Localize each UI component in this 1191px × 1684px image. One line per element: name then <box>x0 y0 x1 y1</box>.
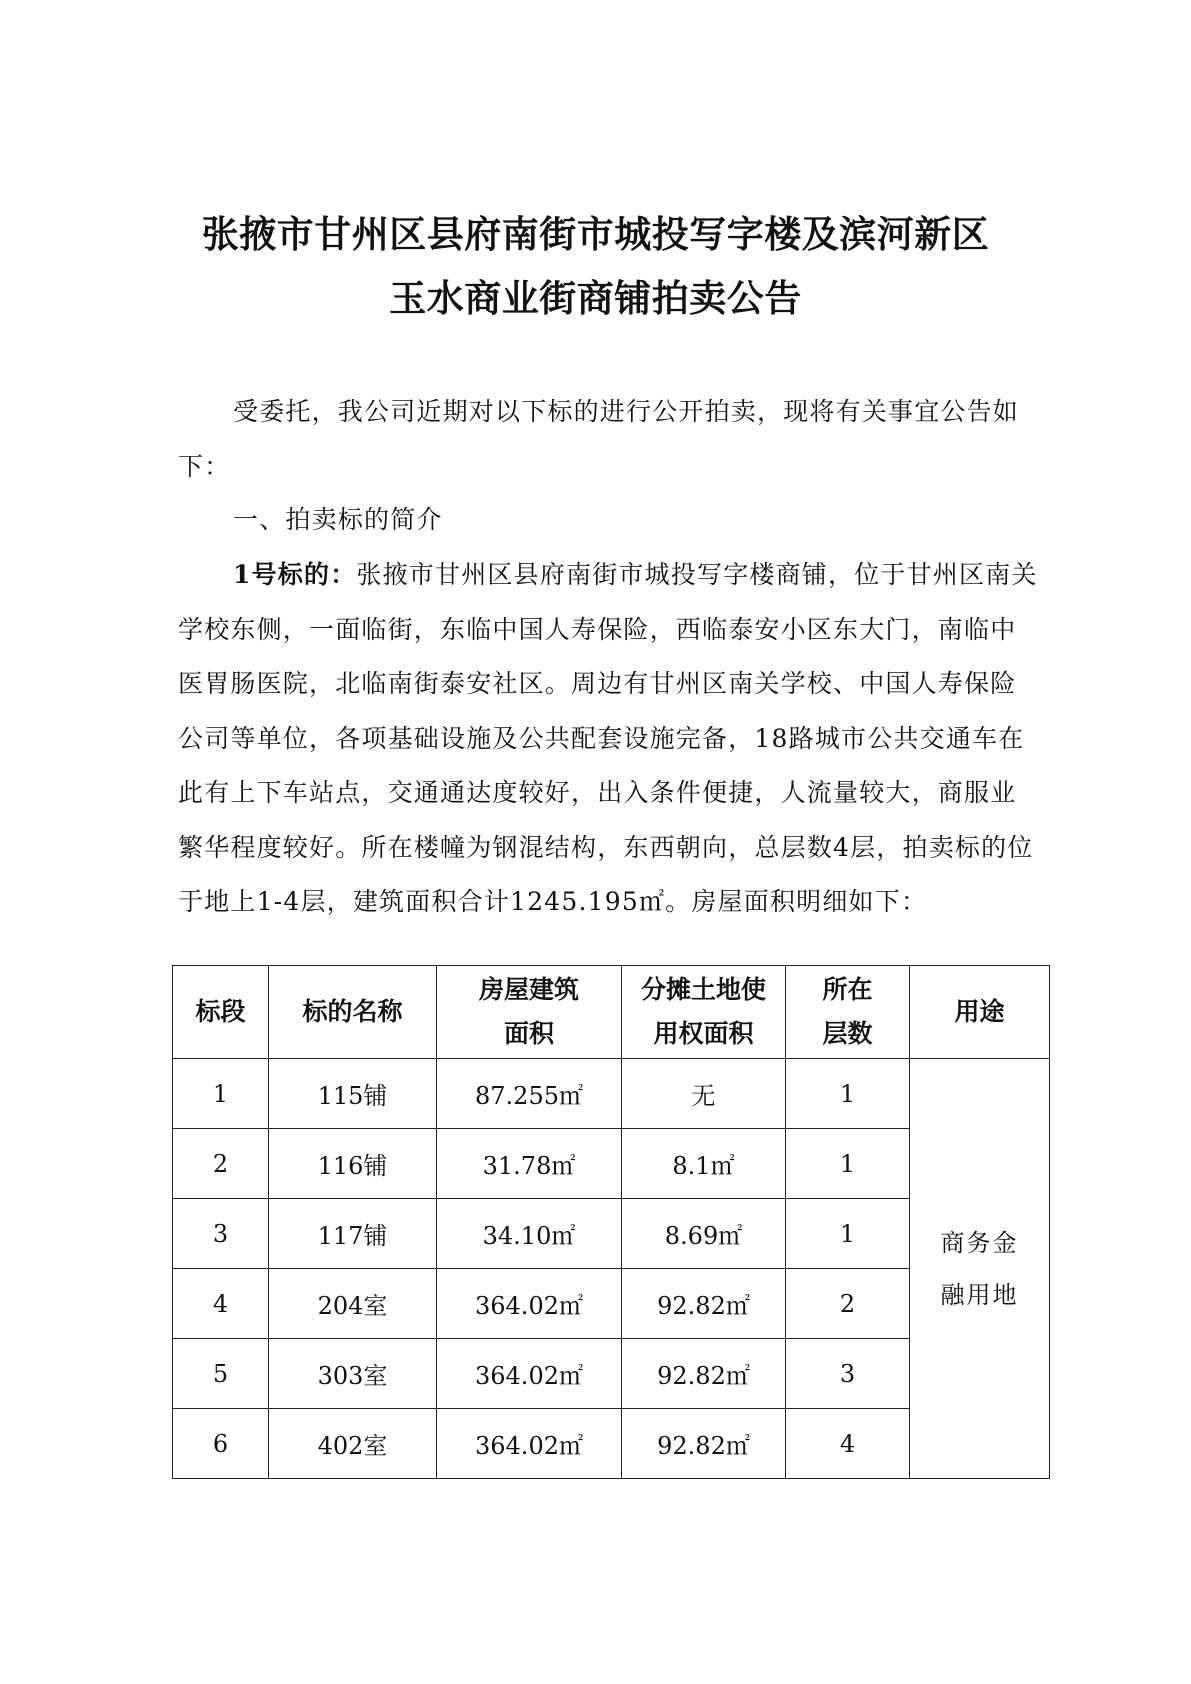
document-title-line1: 张掖市甘州区县府南街市城投写字楼及滨河新区 <box>201 212 990 256</box>
cell-name: 402室 <box>269 1409 437 1479</box>
cell-name: 117铺 <box>269 1199 437 1269</box>
document-title-line2: 玉水商业街商铺拍卖公告 <box>389 276 802 320</box>
cell-floor-area: 31.78㎡ <box>437 1129 622 1199</box>
table-row <box>173 1059 1050 1129</box>
cell-usage: 商务金 融用地 <box>910 1059 1050 1479</box>
cell-floor: 3 <box>786 1339 910 1409</box>
cell-floor: 1 <box>786 1059 910 1129</box>
header-floor-area: 房屋建筑 面积 <box>437 966 622 1059</box>
cell-name: 204室 <box>269 1269 437 1339</box>
cell-floor-area: 364.02㎡ <box>437 1269 622 1339</box>
cell-floor: 2 <box>786 1269 910 1339</box>
cell-name: 115铺 <box>269 1059 437 1129</box>
shop-area-table <box>172 965 1050 1479</box>
intro-paragraph: 受委托，我公司近期对以下标的进行公开拍卖，现将有关事宜公告如下： <box>178 397 1020 481</box>
cell-floor-area: 364.02㎡ <box>437 1339 622 1409</box>
table-header-row <box>173 966 1050 1059</box>
cell-floor: 1 <box>786 1199 910 1269</box>
header-name: 标的名称 <box>269 966 437 1059</box>
cell-section: 4 <box>173 1269 269 1339</box>
lot1-label: 1号标的： <box>233 560 357 589</box>
header-usage: 用途 <box>910 966 1050 1059</box>
cell-floor: 4 <box>786 1409 910 1479</box>
cell-land-area: 无 <box>622 1059 786 1129</box>
lot1-paragraph <box>178 548 1038 930</box>
header-floor: 所在 层数 <box>786 966 910 1059</box>
cell-land-area: 8.69㎡ <box>622 1199 786 1269</box>
cell-land-area: 92.82㎡ <box>622 1409 786 1479</box>
cell-floor-area: 87.255㎡ <box>437 1059 622 1129</box>
cell-land-area: 8.1㎡ <box>622 1129 786 1199</box>
cell-section: 6 <box>173 1409 269 1479</box>
cell-floor: 1 <box>786 1129 910 1199</box>
cell-land-area: 92.82㎡ <box>622 1269 786 1339</box>
cell-floor-area: 34.10㎡ <box>437 1199 622 1269</box>
lot1-text: 张掖市甘州区县府南街市城投写字楼商铺，位于甘州区南关学校东侧，一面临街，东临中国人寿保险，西临泰安小区东大门，南临中医胃肠医院，北临南街泰安社区。周边有甘州区南关学校、中国人寿保险公司等单位，各项基础设施及公共配套设施完备，18路城市公共交通车在此有上下车站点，交通通达度较好，出入条件便捷，人流量较大，商服业繁华程度较好。所在楼幢为钢混结构，东西朝向，总层数4层，拍卖标的位于地上1-4层，建筑面积合计1245.195㎡。房屋面积明细如下： <box>178 560 1038 916</box>
cell-floor-area: 364.02㎡ <box>437 1409 622 1479</box>
cell-name: 303室 <box>269 1339 437 1409</box>
cell-section: 5 <box>173 1339 269 1409</box>
header-section: 标段 <box>173 966 269 1059</box>
cell-land-area: 92.82㎡ <box>622 1339 786 1409</box>
cell-section: 2 <box>173 1129 269 1199</box>
section-heading: 一、拍卖标的简介 <box>233 505 443 534</box>
cell-name: 116铺 <box>269 1129 437 1199</box>
cell-section: 1 <box>173 1059 269 1129</box>
cell-section: 3 <box>173 1199 269 1269</box>
header-land-area: 分摊土地使 用权面积 <box>622 966 786 1059</box>
